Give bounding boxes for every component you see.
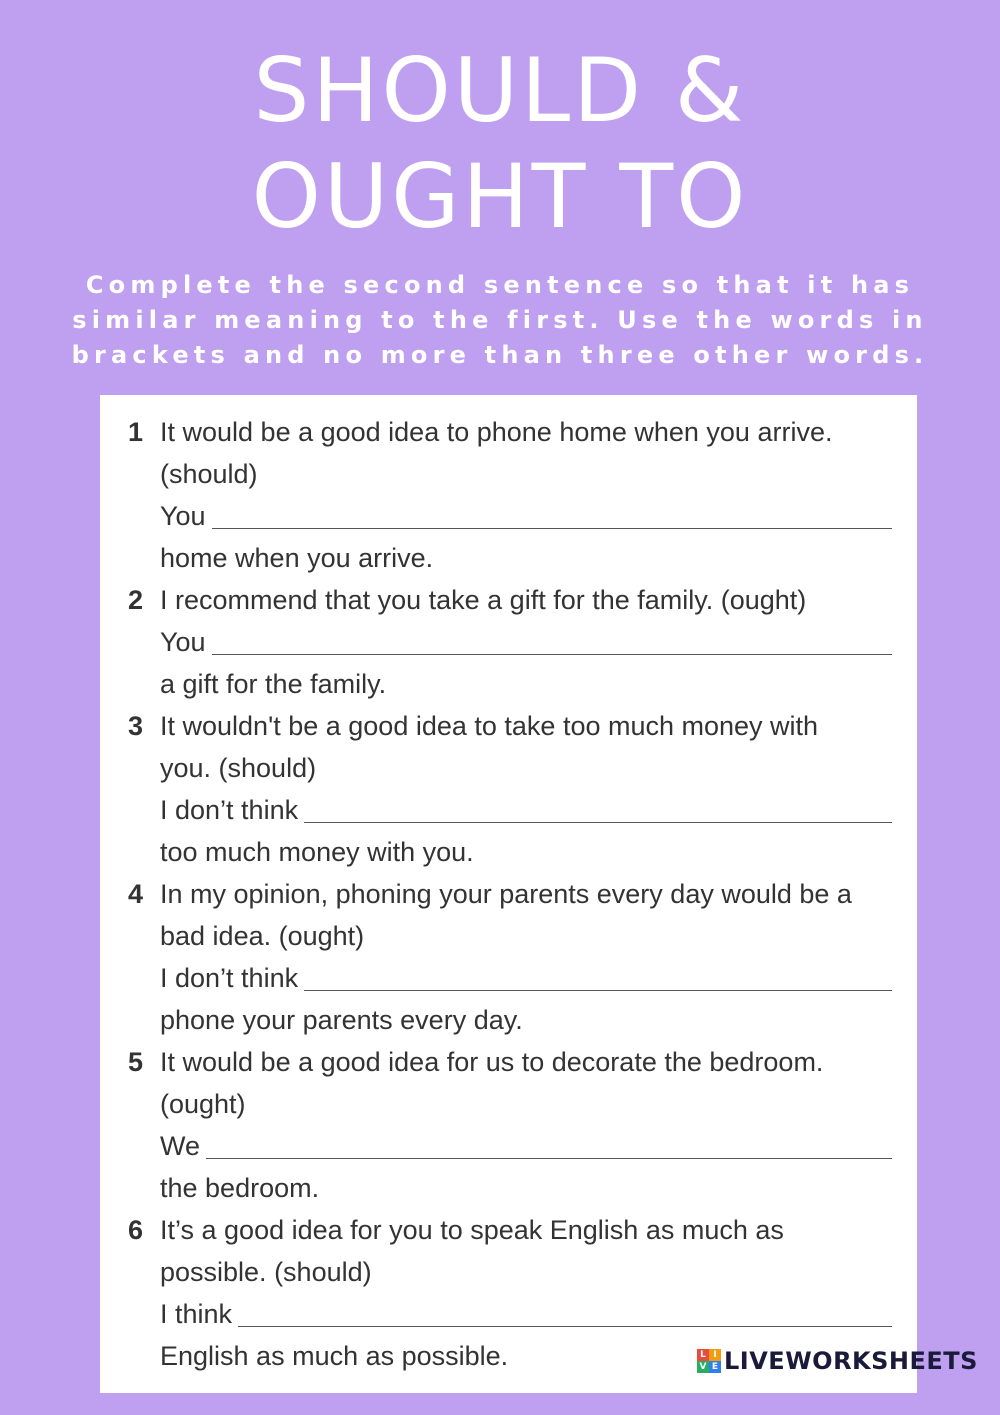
sentence-ending: too much money with you.	[160, 837, 474, 867]
prompt-line: (should)	[160, 459, 258, 489]
prompt-line: bad idea. (ought)	[160, 921, 365, 951]
answer-lead: You	[160, 501, 206, 531]
prompt-line: It’s a good idea for you to speak English as much as	[160, 1215, 784, 1245]
answer-lead: I think	[160, 1299, 233, 1329]
answer-input-6[interactable]	[238, 1297, 892, 1327]
exercise-number: 4	[128, 879, 144, 909]
answer-lead: I don’t think	[160, 963, 299, 993]
answer-input-1[interactable]	[212, 499, 892, 529]
prompt-line: you. (should)	[160, 753, 317, 783]
exercise-number: 3	[128, 711, 144, 741]
sentence-ending: English as much as possible.	[160, 1341, 509, 1371]
prompt-line: In my opinion, phoning your parents every day would be a	[160, 879, 852, 909]
answer-input-3[interactable]	[304, 793, 892, 823]
sentence-ending: phone your parents every day.	[160, 1005, 523, 1035]
title-line-1: SHOULD &	[253, 39, 747, 142]
prompt-line: (ought)	[160, 1089, 246, 1119]
answer-input-4[interactable]	[304, 961, 892, 991]
prompt-line: It would be a good idea to phone home when you arrive.	[160, 417, 833, 447]
liveworksheets-logo-icon	[697, 1349, 721, 1373]
answer-row	[160, 789, 892, 831]
logo-letter: E	[709, 1361, 721, 1373]
prompt-line: possible. (should)	[160, 1257, 372, 1287]
instructions-line-2: similar meaning to the first. Use the words in	[72, 306, 928, 334]
answer-lead: We	[160, 1131, 201, 1161]
prompt-line: It wouldn't be a good idea to take too much money with	[160, 711, 819, 741]
exercise-number: 6	[128, 1215, 144, 1245]
answer-row	[160, 957, 892, 999]
prompt-line: It would be a good idea for us to decorate the bedroom.	[160, 1047, 824, 1077]
logo-letter: I	[709, 1349, 721, 1361]
exercise-number: 2	[128, 585, 144, 615]
answer-lead: I don’t think	[160, 795, 299, 825]
exercise-number: 1	[128, 417, 144, 447]
instructions-line-1: Complete the second sentence so that it has	[85, 271, 915, 299]
answer-row	[160, 621, 892, 663]
answer-lead: You	[160, 627, 206, 657]
sentence-ending: home when you arrive.	[160, 543, 434, 573]
logo-letter: V	[697, 1361, 709, 1373]
answer-row	[160, 495, 892, 537]
answer-input-5[interactable]	[206, 1129, 892, 1159]
prompt-line: I recommend that you take a gift for the family. (ought)	[160, 585, 807, 615]
answer-row	[160, 1125, 892, 1167]
logo-letter: L	[697, 1349, 709, 1361]
sentence-ending: the bedroom.	[160, 1173, 320, 1203]
sentence-ending: a gift for the family.	[160, 669, 387, 699]
instructions-line-3: brackets and no more than three other words.	[71, 341, 929, 369]
title-line-2: OUGHT TO	[251, 145, 749, 248]
brand-text: LIVEWORKSHEETS	[724, 1347, 978, 1375]
liveworksheets-brand[interactable]	[697, 1346, 978, 1376]
answer-row	[160, 1293, 892, 1335]
worksheet-title	[0, 38, 1000, 250]
exercise-card	[100, 395, 917, 1393]
exercise-number: 5	[128, 1047, 144, 1077]
instructions	[40, 268, 960, 373]
answer-input-2[interactable]	[212, 625, 892, 655]
